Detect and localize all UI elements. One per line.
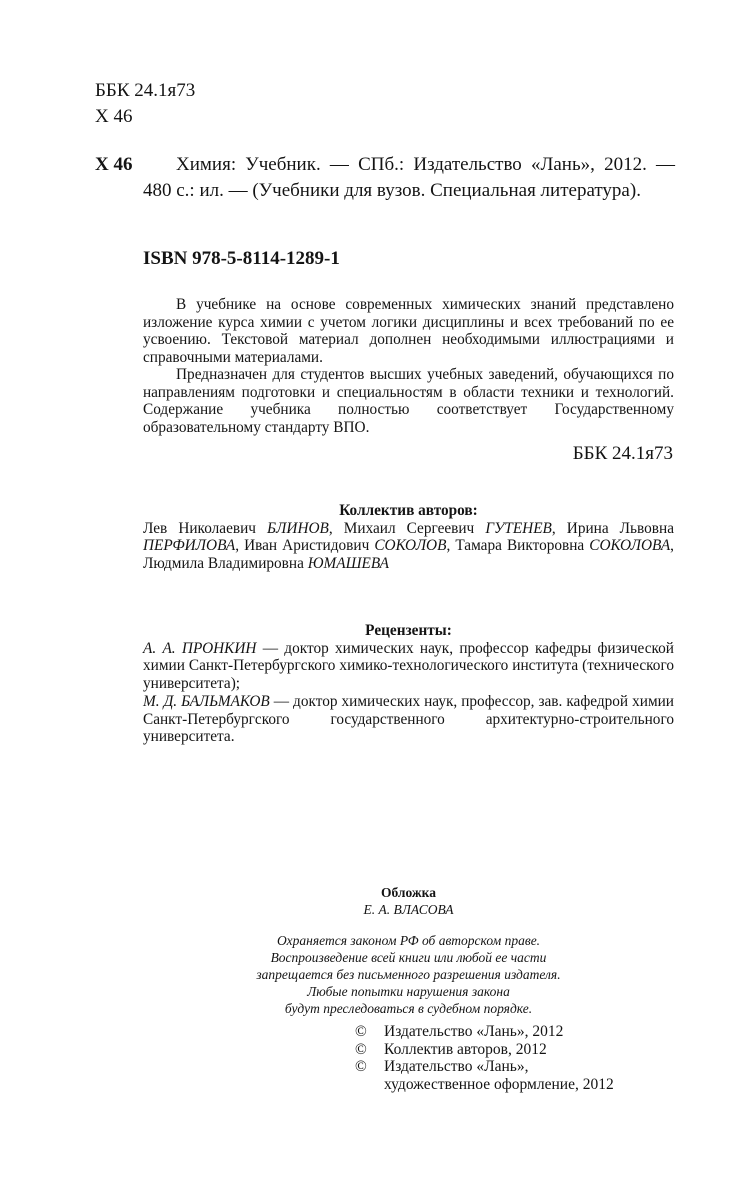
author-given-name: Иван Аристидович bbox=[244, 537, 370, 555]
reviewer-1 bbox=[143, 640, 674, 693]
legal-notice bbox=[143, 932, 674, 1017]
abstract-paragraph-1: В учебнике на основе современных химических знаний представлено изложение курса химии с учетом логики дисциплины и всех требований по ее усвоению. Текстовой материал дополнен необходимыми иллюстрациями и справочными материалами. bbox=[143, 296, 674, 366]
author-given-name: Лев Николаевич bbox=[143, 519, 256, 537]
isbn: ISBN 978-5-8114-1289-1 bbox=[143, 248, 340, 269]
bbk-code: ББК 24.1я73 bbox=[95, 80, 196, 101]
legal-line: будут преследоваться в судебном порядке. bbox=[284, 1001, 533, 1016]
catalog-entry bbox=[95, 152, 675, 204]
author-separator: , bbox=[328, 519, 344, 537]
copyright-block bbox=[355, 1023, 614, 1093]
catalog-description: Химия: Учебник. — СПб.: Издательство «Лань», 2012. — 480 с.: ил. — (Учебники для вузов. Специальная литература). bbox=[143, 154, 675, 201]
abstract-paragraph-2: Предназначен для студентов высших учебных заведений, обучающихся по направлениям подготовки и специальностям в области техники и технологий. Содержание учебника полностью соответствует Государственному образовательному стандарту ВПО. bbox=[143, 366, 674, 436]
author-surname: СОКОЛОВА bbox=[589, 537, 671, 555]
reviewers-heading: Рецензенты: bbox=[365, 622, 452, 639]
indent-spacer bbox=[355, 1076, 384, 1094]
copyright-line bbox=[355, 1041, 614, 1059]
authors-heading: Коллектив авторов: bbox=[339, 502, 478, 519]
legal-line: Воспроизведение всей книги или любой ее части bbox=[270, 950, 547, 965]
reviewer-name: М. Д. БАЛЬМАКОВ bbox=[143, 692, 270, 710]
catalog-code: Х 46 bbox=[95, 154, 133, 175]
reviewer-name: А. А. ПРОНКИН bbox=[143, 639, 257, 657]
abstract bbox=[143, 296, 674, 436]
legal-line: Охраняется законом РФ об авторском праве. bbox=[276, 933, 541, 948]
reviewers-block bbox=[143, 622, 674, 746]
author-given-name: Тамара Викторовна bbox=[455, 537, 585, 555]
author-given-name: Ирина Львовна bbox=[566, 519, 674, 537]
copyright-icon: © bbox=[355, 1040, 367, 1058]
author-mark: Х 46 bbox=[95, 106, 133, 127]
cover-heading: Обложка bbox=[380, 885, 436, 900]
copyright-line bbox=[355, 1058, 614, 1076]
copyright-text: Издательство «Лань», 2012 bbox=[384, 1023, 564, 1040]
cover-designer: Е. А. ВЛАСОВА bbox=[363, 902, 454, 917]
reviewer-description: — доктор химических наук, профессор кафедры физической химии Санкт-Петербургского химико-технологического института (технического университета); bbox=[143, 639, 674, 693]
author-surname: БЛИНОВ bbox=[267, 519, 329, 537]
authors-block bbox=[143, 502, 674, 573]
copyright-line bbox=[355, 1023, 614, 1041]
legal-line: запрещается без письменного разрешения издателя. bbox=[256, 967, 561, 982]
author-separator: , bbox=[670, 537, 674, 555]
copyright-text: Коллектив авторов, 2012 bbox=[384, 1040, 547, 1058]
author-separator: , bbox=[446, 537, 456, 555]
authors-list bbox=[143, 520, 674, 573]
author-surname: ЮМАШЕВА bbox=[307, 555, 389, 573]
cover-credit bbox=[143, 884, 674, 918]
reviewer-2 bbox=[143, 693, 674, 746]
author-separator: , bbox=[551, 519, 567, 537]
copyright-line-continuation bbox=[355, 1076, 614, 1094]
author-given-name: Михаил Сергеевич bbox=[343, 519, 475, 537]
copyright-text: художественное оформление, 2012 bbox=[384, 1075, 614, 1093]
author-given-name: Людмила Владимировна bbox=[143, 555, 304, 573]
copyright-text: Издательство «Лань», bbox=[384, 1058, 529, 1075]
bbk-code-bottom: ББК 24.1я73 bbox=[572, 443, 673, 464]
copyright-icon: © bbox=[355, 1058, 367, 1075]
author-surname: ГУТЕНЕВ bbox=[485, 519, 552, 537]
author-separator: , bbox=[235, 537, 245, 555]
author-surname: ПЕРФИЛОВА bbox=[143, 537, 236, 555]
legal-line: Любые попытки нарушения закона bbox=[307, 984, 510, 999]
classification-codes bbox=[95, 78, 195, 130]
author-surname: СОКОЛОВ bbox=[374, 537, 447, 555]
reviewer-description: — доктор химических наук, профессор, зав. кафедрой химии Санкт-Петербургского государственного архитектурно-строительного университета. bbox=[143, 692, 674, 746]
copyright-icon: © bbox=[355, 1023, 367, 1040]
